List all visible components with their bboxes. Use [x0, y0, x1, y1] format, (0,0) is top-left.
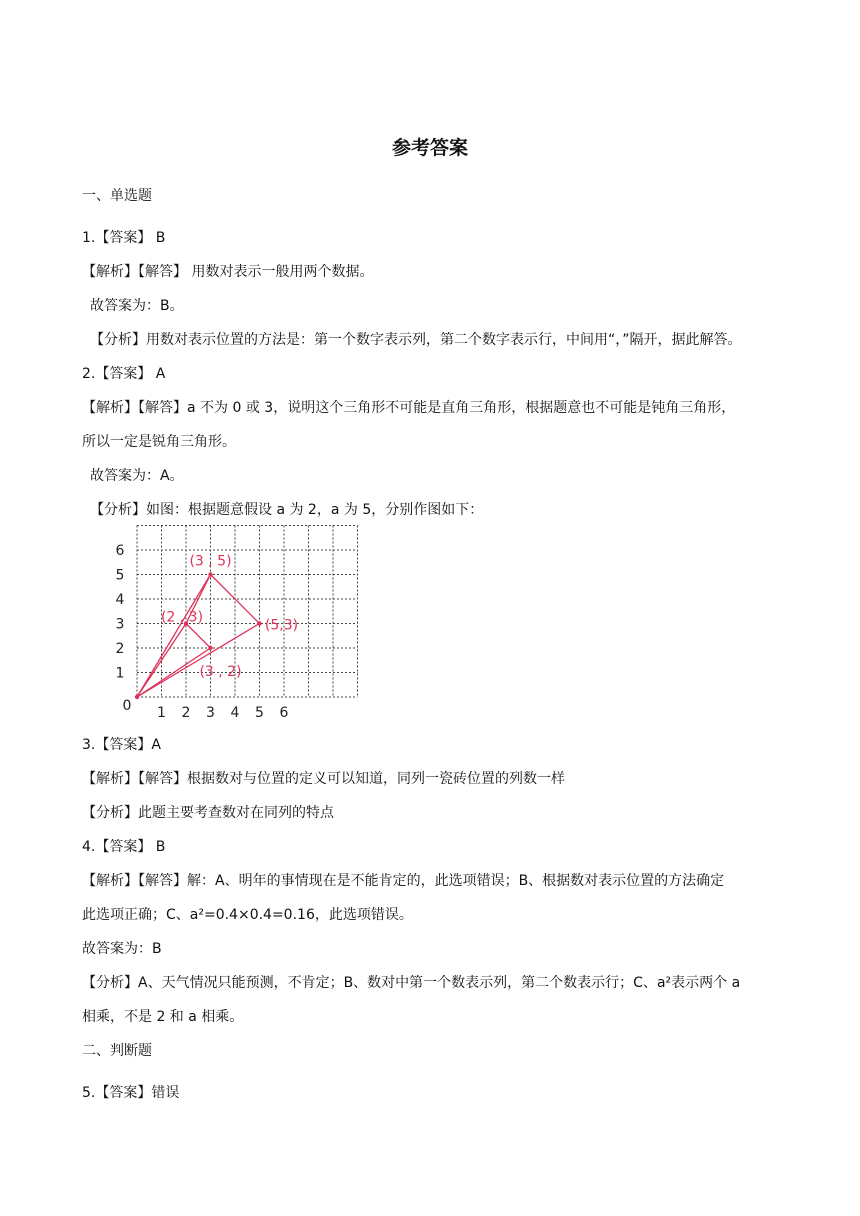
x-tick-label: 4 [230, 705, 240, 721]
triangle-edge [186, 624, 211, 649]
q1-answer: 1.【答案】 B [82, 230, 166, 246]
y-tick-label: 4 [115, 592, 125, 608]
x-tick-label: 2 [181, 705, 191, 721]
point-marker [208, 646, 212, 650]
q2-explanation-line2: 所以一定是锐角三角形。 [82, 434, 236, 450]
q4-explanation-line1: 【解析】【解答】解：A、明年的事情现在是不能肯定的，此选项错误；B、根据数对表示位置的方法确定 [82, 873, 725, 889]
q3-explanation: 【解析】【解答】根据数对与位置的定义可以知道，同列一瓷砖位置的列数一样 [82, 771, 565, 787]
x-tick-label: 5 [255, 705, 264, 721]
q4-explanation-line2: 此选项正确；C、a²=0.4×0.4=0.16，此选项错误。 [82, 907, 413, 923]
y-tick-label: 6 [115, 543, 125, 559]
page-title: 参考答案 [391, 137, 468, 159]
x-tick-label: 3 [206, 705, 215, 721]
y-tick-label: 5 [115, 567, 125, 584]
x-tick-label: 6 [279, 705, 289, 721]
q1-explanation: 【解析】【解答】 用数对表示一般用两个数据。 [82, 264, 374, 280]
y-tick-label: 1 [115, 665, 125, 682]
q3-analysis: 【分析】此题主要考查数对在同列的特点 [82, 805, 334, 821]
x-axis-ticks [157, 705, 289, 721]
y-tick-label: 2 [115, 641, 125, 657]
q4-result: 故答案为：B [82, 941, 162, 957]
point-marker [135, 695, 139, 699]
point-marker [257, 621, 261, 625]
q4-analysis-line1: 【分析】A、天气情况只能预测，不肯定；B、数对中第一个数表示列，第二个数表示行；C、a²表示两个 a [82, 975, 741, 991]
point-label: (2 , 3) [160, 609, 204, 626]
q2-explanation-line1: 【解析】【解答】a 不为 0 或 3，说明这个三角形不可能是直角三角形，根据题意也不可能是钝角三角形， [82, 400, 736, 416]
point-labels [161, 554, 298, 681]
q2-answer: 2.【答案】 A [82, 366, 166, 382]
x-tick-label: 1 [157, 705, 166, 721]
point-label: (3 , 2) [199, 664, 242, 680]
section-heading-single-choice: 一、单选题 [82, 188, 152, 204]
q2-analysis: 【分析】如图：根据题意假设 a 为 2，a 为 5，分别作图如下： [90, 502, 484, 518]
q2-result: 故答案为：A。 [90, 468, 184, 484]
triangle-lines [135, 572, 262, 699]
q4-answer: 4.【答案】 B [82, 839, 166, 855]
point-marker [208, 572, 212, 576]
triangle-edge [137, 624, 260, 698]
q3-answer: 3.【答案】A [82, 737, 161, 753]
section-heading-true-false: 二、判断题 [82, 1043, 152, 1059]
q4-analysis-line2: 相乘，不是 2 和 a 相乘。 [82, 1009, 244, 1025]
q1-result: 故答案为：B。 [90, 298, 184, 314]
y-axis-ticks [116, 543, 125, 682]
point-label: (3 , 5) [189, 553, 232, 570]
y-tick-label: 3 [115, 616, 125, 633]
coordinate-grid-figure [110, 525, 370, 721]
q1-analysis: 【分析】用数对表示位置的方法是：第一个数字表示列，第二个数字表示行，中间用“，”隔开，据此解答。 [90, 332, 742, 348]
origin-label: 0 [122, 698, 132, 714]
point-label: (5,3) [264, 617, 299, 634]
q5-answer: 5.【答案】错误 [82, 1085, 180, 1101]
